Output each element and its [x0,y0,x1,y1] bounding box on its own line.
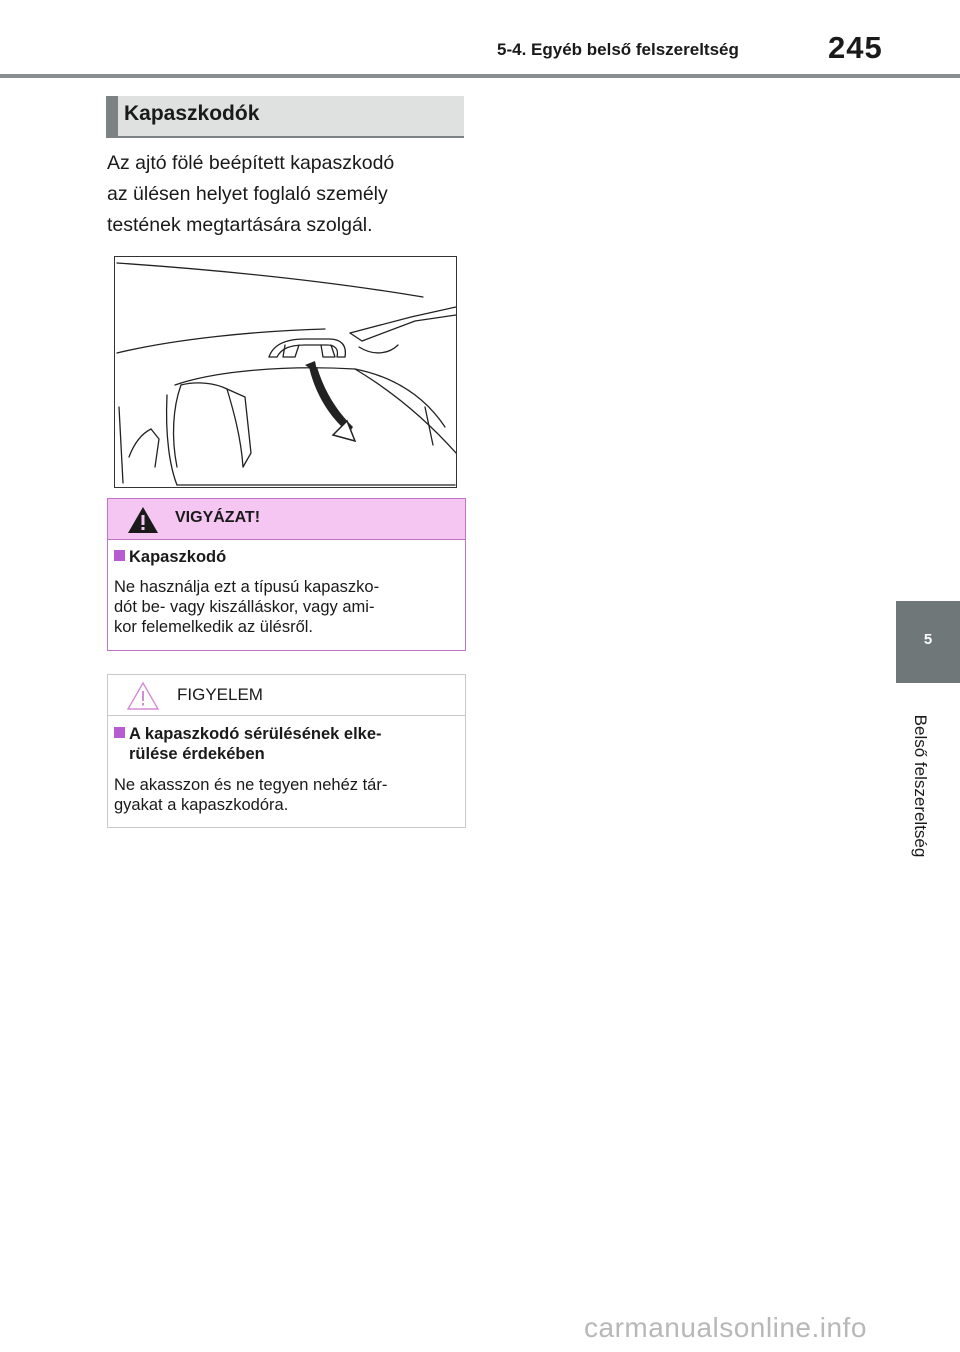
caution-body-line: kor felemelkedik az ülésről. [114,618,313,636]
section-heading-box [106,96,464,138]
notice-body-line: gyakat a kapaszkodóra. [114,796,289,814]
intro-paragraph [107,148,467,241]
notice-heading-line: A kapaszkodó sérülésének elke- [129,725,382,743]
caution-item-heading-text: Kapaszkodó [129,548,227,566]
notice-title: FIGYELEM [177,685,263,704]
running-header-title: 5-4. Egyéb belső felszereltség [497,40,739,59]
chapter-tab[interactable] [896,601,960,683]
notice-item-heading [114,724,382,764]
chapter-label: Belső felszereltség [911,714,930,858]
warning-triangle-icon [126,505,160,535]
intro-line: az ülésen helyet foglaló személy [107,183,388,205]
bullet-square-icon [114,550,125,561]
caution-item-heading [114,547,226,567]
chapter-number: 5 [923,631,933,648]
caution-header [108,499,465,540]
caution-box [107,498,466,651]
section-title: Kapaszkodók [124,102,260,125]
section-heading-bar [106,96,118,136]
intro-line: testének megtartására szolgál. [107,214,373,236]
caution-body-line: Ne használja ezt a típusú kapaszko- [114,578,380,596]
watermark: carmanualsonline.info [584,1312,867,1343]
caution-title: VIGYÁZAT! [175,509,261,526]
chapter-label-container [900,698,930,878]
grab-handle-illustration [115,257,456,487]
caution-item-body [114,577,454,637]
notice-item-heading-text [129,724,382,764]
page-number: 245 [828,30,883,65]
header-divider [0,74,960,78]
notice-body-line: Ne akasszon és ne tegyen nehéz tár- [114,776,388,794]
notice-heading-line: rülése érdekében [129,745,265,763]
caution-body-line: dót be- vagy kiszálláskor, vagy ami- [114,598,375,616]
intro-line: Az ajtó fölé beépített kapaszkodó [107,152,395,174]
grab-handle-figure [114,256,457,488]
notice-box [107,674,466,828]
bullet-square-icon [114,727,125,738]
notice-item-body [114,775,454,815]
notice-triangle-icon [126,681,160,711]
notice-header [108,675,465,716]
